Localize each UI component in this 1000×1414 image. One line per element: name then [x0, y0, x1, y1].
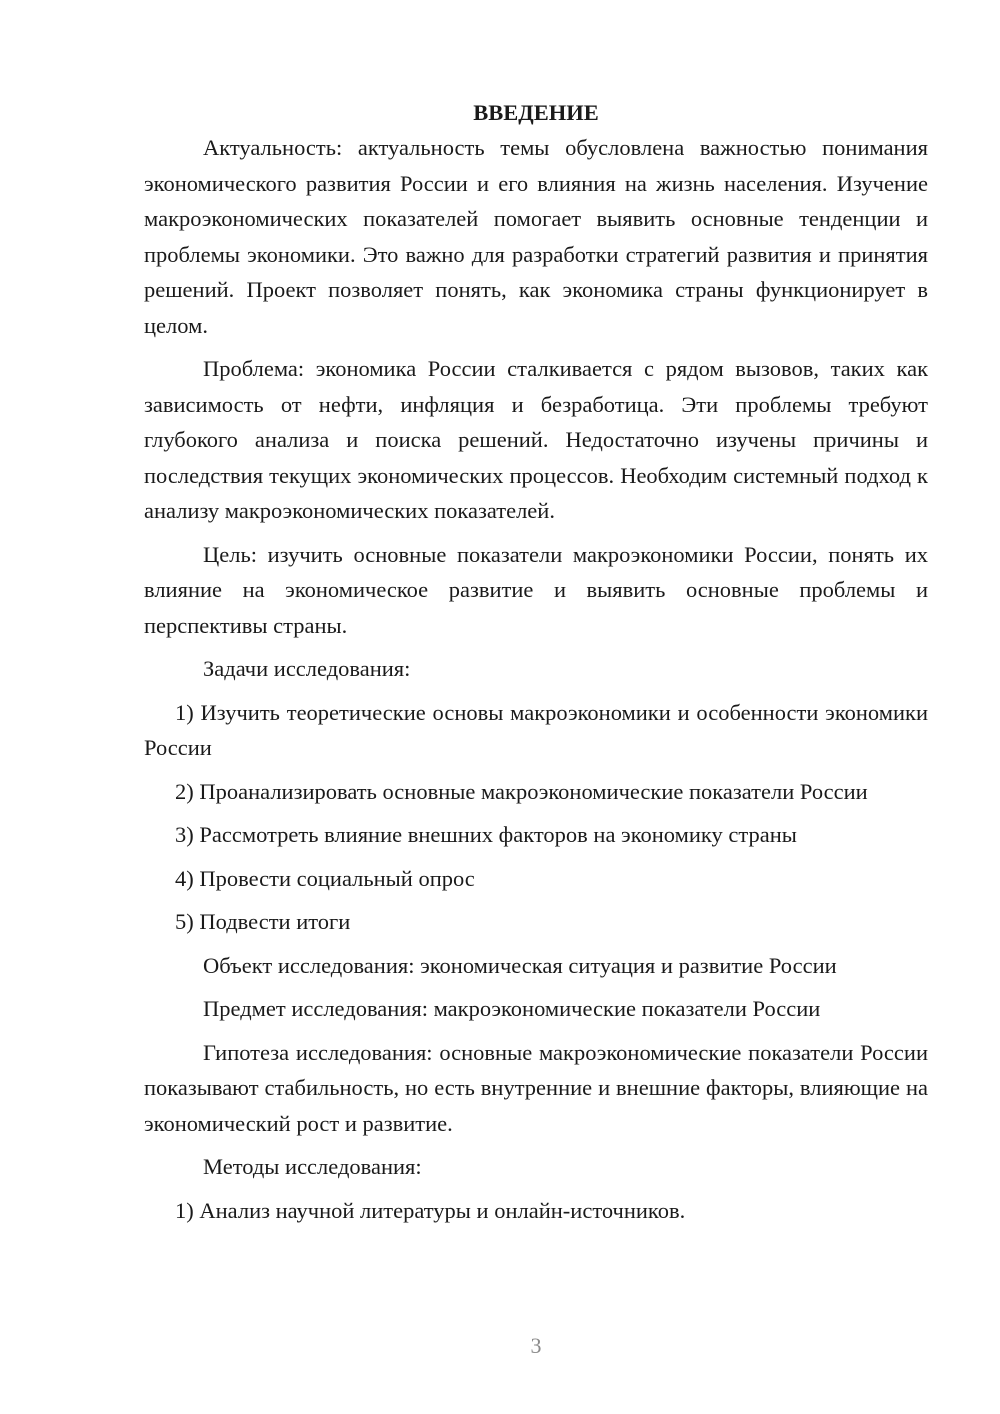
paragraph-gap: [144, 940, 928, 948]
task-item-3: 3) Рассмотреть влияние внешних факторов на экономику страны: [175, 822, 797, 847]
task-item-2: 2) Проанализировать основные макроэкономические показатели России: [175, 778, 868, 804]
paragraph-gap: [144, 896, 928, 904]
paragraph-gap: [144, 809, 928, 817]
tasks-heading: Задачи исследования:: [203, 656, 411, 681]
paragraph-gap: [144, 529, 928, 537]
page-title: ВВЕДЕНИЕ: [473, 100, 599, 125]
paragraph-gap: [144, 687, 928, 695]
paragraph-gap: [144, 983, 928, 991]
research-object: Объект исследования: экономическая ситуация и развитие России: [203, 952, 837, 978]
paragraph-gap: [144, 853, 928, 861]
paragraph-gap: [144, 1027, 928, 1035]
paragraph-gap: [144, 1185, 928, 1193]
page-number: 3: [530, 1333, 542, 1358]
methods-heading: Методы исследования:: [203, 1154, 422, 1179]
problem-paragraph: Проблема: экономика России сталкивается с рядом вызовов, таких как зависимость от нефти, инфляция и безработица. Эти проблемы требуют глубокого анализа и поиска решений. Недостаточно изучены причины и последствия текущих экономических процессов. Необходим системный подход к анализу макроэкономических показателей.: [144, 356, 928, 523]
task-item-4: 4) Провести социальный опрос: [175, 865, 475, 891]
paragraph-gap: [144, 343, 928, 351]
document-body: [144, 95, 928, 1228]
paragraph-gap: [144, 1141, 928, 1149]
hypothesis-paragraph: Гипотеза исследования: основные макроэкономические показатели России показывают стабильность, но есть внутренние и внешние факторы, влияющие на экономический рост и развитие.: [144, 1039, 928, 1136]
task-item-1: 1) Изучить теоретические основы макроэкономики и особенности экономики России: [144, 699, 928, 760]
relevance-paragraph: Актуальность: актуальность темы обусловлена важностью понимания экономического развития России и его влияния на жизнь населения. Изучение макроэкономических показателей помогает выявить основные тенденции и проблемы экономики. Это важно для разработки стратегий развития и принятия решений. Проект позволяет понять, как экономика страны функционирует в целом.: [144, 135, 928, 338]
research-subject: Предмет исследования: макроэкономические показатели России: [203, 996, 821, 1021]
paragraph-gap: [144, 766, 928, 774]
paragraph-gap: [144, 643, 928, 651]
task-item-5: 5) Подвести итоги: [175, 909, 351, 934]
method-item-1: 1) Анализ научной литературы и онлайн-источников.: [175, 1197, 686, 1223]
goal-paragraph: Цель: изучить основные показатели макроэкономики России, понять их влияние на экономическое развитие и выявить основные проблемы и перспективы страны.: [144, 541, 928, 638]
